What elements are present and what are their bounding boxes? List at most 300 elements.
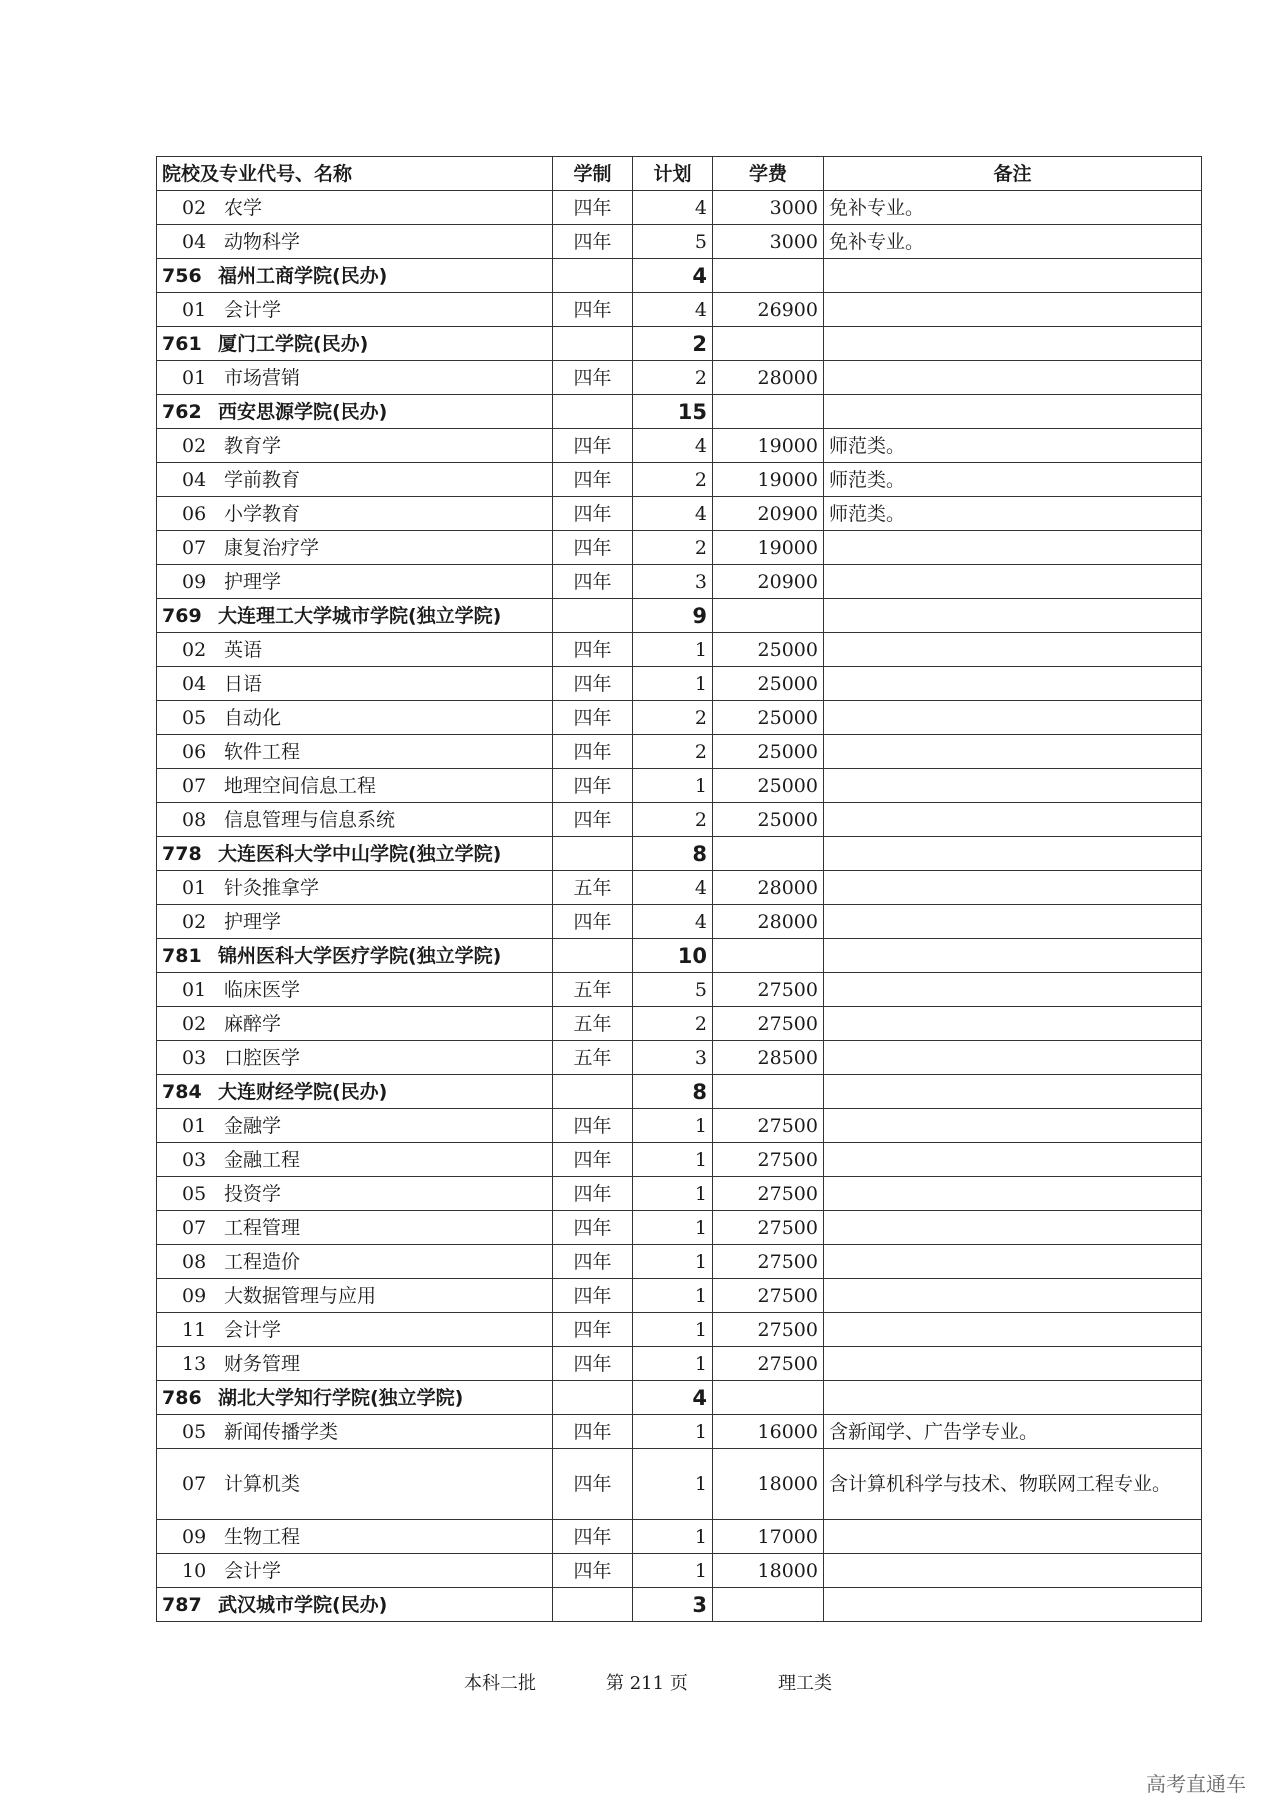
duration-cell: 四年 [553, 531, 633, 565]
major-code: 05 [182, 1420, 207, 1443]
major-code: 09 [182, 1525, 207, 1548]
note-cell [824, 531, 1202, 565]
major-name-cell [157, 191, 553, 225]
major-code: 01 [182, 978, 207, 1001]
tuition-cell [713, 1381, 824, 1415]
major-name: 新闻传播学类 [224, 1420, 339, 1443]
major-name-cell [157, 1245, 553, 1279]
note-cell [824, 1007, 1202, 1041]
major-code: 11 [182, 1318, 207, 1341]
school-name: 大连医科大学中山学院(独立学院) [218, 842, 502, 865]
header-note: 备注 [824, 157, 1202, 191]
major-name-cell [157, 1415, 553, 1449]
duration-cell: 五年 [553, 1007, 633, 1041]
footer-category: 理工类 [778, 1673, 832, 1694]
school-code: 781 [162, 944, 202, 967]
note-cell [824, 395, 1202, 429]
plan-cell: 1 [633, 769, 713, 803]
note-cell [824, 701, 1202, 735]
note-cell [824, 1313, 1202, 1347]
school-name: 厦门工学院(民办) [218, 332, 369, 355]
tuition-cell: 25000 [713, 803, 824, 837]
major-code: 01 [182, 366, 207, 389]
major-name: 市场营销 [224, 366, 301, 389]
tuition-cell: 27500 [713, 1143, 824, 1177]
major-name-cell [157, 565, 553, 599]
tuition-cell: 25000 [713, 701, 824, 735]
footer-page-prefix: 第 [606, 1673, 624, 1694]
plan-cell: 8 [633, 837, 713, 871]
plan-cell: 1 [633, 1245, 713, 1279]
plan-cell: 3 [633, 565, 713, 599]
major-name: 动物科学 [224, 230, 301, 253]
major-row [157, 1554, 1202, 1588]
plan-cell: 1 [633, 1520, 713, 1554]
school-row [157, 395, 1202, 429]
major-name: 康复治疗学 [224, 536, 320, 559]
major-name-cell [157, 803, 553, 837]
major-name: 投资学 [224, 1182, 282, 1205]
major-row [157, 429, 1202, 463]
school-name-cell [157, 259, 553, 293]
note-cell [824, 1041, 1202, 1075]
major-code: 02 [182, 196, 207, 219]
plan-cell: 1 [633, 1177, 713, 1211]
school-code: 787 [162, 1593, 202, 1616]
note-cell [824, 1381, 1202, 1415]
plan-cell: 4 [633, 1381, 713, 1415]
major-name-cell [157, 1109, 553, 1143]
major-row [157, 191, 1202, 225]
school-name-cell [157, 1381, 553, 1415]
plan-cell: 2 [633, 735, 713, 769]
footer-page-number [606, 1669, 688, 1695]
school-name-cell [157, 939, 553, 973]
school-code: 761 [162, 332, 202, 355]
major-code: 03 [182, 1046, 207, 1069]
major-name: 自动化 [224, 706, 282, 729]
major-code: 01 [182, 876, 207, 899]
plan-cell: 1 [633, 1415, 713, 1449]
major-code: 05 [182, 706, 207, 729]
major-row [157, 1313, 1202, 1347]
note-cell [824, 361, 1202, 395]
duration-cell [553, 1381, 633, 1415]
duration-cell: 四年 [553, 1415, 633, 1449]
note-cell [824, 1245, 1202, 1279]
major-name-cell [157, 1279, 553, 1313]
duration-cell: 四年 [553, 429, 633, 463]
duration-cell: 四年 [553, 1245, 633, 1279]
major-code: 07 [182, 1473, 207, 1495]
major-row [157, 1007, 1202, 1041]
tuition-cell: 20900 [713, 497, 824, 531]
major-row [157, 225, 1202, 259]
major-code: 07 [182, 774, 207, 797]
major-row [157, 1143, 1202, 1177]
duration-cell [553, 939, 633, 973]
tuition-cell: 18000 [713, 1449, 824, 1520]
note-cell [824, 1211, 1202, 1245]
tuition-cell: 25000 [713, 667, 824, 701]
school-code: 769 [162, 604, 202, 627]
note-cell: 含计算机科学与技术、物联网工程专业。 [824, 1449, 1202, 1520]
footer-page-suffix: 页 [669, 1673, 688, 1694]
plan-cell: 1 [633, 1211, 713, 1245]
duration-cell: 四年 [553, 905, 633, 939]
school-name: 武汉城市学院(民办) [218, 1593, 388, 1616]
major-name: 大数据管理与应用 [224, 1284, 377, 1307]
plan-cell: 4 [633, 429, 713, 463]
plan-cell: 10 [633, 939, 713, 973]
duration-cell: 四年 [553, 565, 633, 599]
plan-cell: 5 [633, 225, 713, 259]
note-cell [824, 1347, 1202, 1381]
major-row [157, 803, 1202, 837]
major-row [157, 973, 1202, 1007]
note-cell [824, 633, 1202, 667]
major-code: 05 [182, 1182, 207, 1205]
watermark: 高考直通车 [1146, 1772, 1246, 1796]
plan-cell: 3 [633, 1041, 713, 1075]
major-code: 02 [182, 910, 207, 933]
major-name: 英语 [224, 638, 263, 661]
major-name: 农学 [224, 196, 263, 219]
tuition-cell: 27500 [713, 1211, 824, 1245]
school-row [157, 1588, 1202, 1622]
tuition-cell [713, 1075, 824, 1109]
major-name: 信息管理与信息系统 [224, 808, 396, 831]
duration-cell: 四年 [553, 735, 633, 769]
plan-cell: 4 [633, 497, 713, 531]
note-cell [824, 259, 1202, 293]
note-cell [824, 973, 1202, 1007]
note-cell: 含新闻学、广告学专业。 [824, 1415, 1202, 1449]
plan-cell: 4 [633, 905, 713, 939]
major-name: 工程管理 [224, 1216, 301, 1239]
plan-cell: 2 [633, 531, 713, 565]
school-row [157, 599, 1202, 633]
plan-cell: 3 [633, 1588, 713, 1622]
major-name: 会计学 [224, 298, 282, 321]
table-body [157, 191, 1202, 1622]
major-name: 日语 [224, 672, 263, 695]
school-code: 784 [162, 1080, 202, 1103]
tuition-cell [713, 327, 824, 361]
duration-cell: 四年 [553, 293, 633, 327]
plan-cell: 1 [633, 1449, 713, 1520]
major-row [157, 463, 1202, 497]
major-row [157, 293, 1202, 327]
plan-cell: 1 [633, 1109, 713, 1143]
school-name-cell [157, 1075, 553, 1109]
duration-cell: 四年 [553, 1279, 633, 1313]
note-cell [824, 1075, 1202, 1109]
major-code: 01 [182, 1114, 207, 1137]
major-name: 软件工程 [224, 740, 301, 763]
header-plan: 计划 [633, 157, 713, 191]
school-name: 大连理工大学城市学院(独立学院) [218, 604, 502, 627]
tuition-cell [713, 259, 824, 293]
school-name-cell [157, 1588, 553, 1622]
note-cell [824, 1520, 1202, 1554]
tuition-cell: 3000 [713, 191, 824, 225]
tuition-cell: 28000 [713, 871, 824, 905]
major-code: 09 [182, 1284, 207, 1307]
school-name: 锦州医科大学医疗学院(独立学院) [218, 944, 502, 967]
note-cell: 免补专业。 [824, 225, 1202, 259]
major-name: 金融学 [224, 1114, 282, 1137]
duration-cell: 四年 [553, 701, 633, 735]
school-name: 湖北大学知行学院(独立学院) [218, 1386, 464, 1409]
major-name-cell [157, 1520, 553, 1554]
major-row [157, 769, 1202, 803]
major-code: 07 [182, 1216, 207, 1239]
tuition-cell: 3000 [713, 225, 824, 259]
plan-cell: 5 [633, 973, 713, 1007]
tuition-cell: 19000 [713, 463, 824, 497]
major-row [157, 1245, 1202, 1279]
plan-cell: 4 [633, 293, 713, 327]
major-name-cell [157, 1177, 553, 1211]
major-name: 学前教育 [224, 468, 301, 491]
tuition-cell: 27500 [713, 1177, 824, 1211]
footer-batch: 本科二批 [464, 1673, 536, 1694]
major-name-cell [157, 497, 553, 531]
plan-cell: 4 [633, 191, 713, 225]
major-row [157, 701, 1202, 735]
major-row [157, 633, 1202, 667]
major-row [157, 735, 1202, 769]
school-row [157, 1381, 1202, 1415]
plan-cell: 8 [633, 1075, 713, 1109]
major-row [157, 361, 1202, 395]
major-name: 生物工程 [224, 1525, 301, 1548]
school-name: 福州工商学院(民办) [218, 264, 388, 287]
note-cell [824, 1109, 1202, 1143]
plan-cell: 1 [633, 1313, 713, 1347]
plan-cell: 2 [633, 361, 713, 395]
note-cell: 师范类。 [824, 497, 1202, 531]
duration-cell: 四年 [553, 1347, 633, 1381]
tuition-cell [713, 939, 824, 973]
plan-cell: 1 [633, 633, 713, 667]
note-cell [824, 769, 1202, 803]
plan-cell: 1 [633, 667, 713, 701]
major-row [157, 1347, 1202, 1381]
tuition-cell: 19000 [713, 531, 824, 565]
plan-cell: 2 [633, 701, 713, 735]
plan-cell: 15 [633, 395, 713, 429]
tuition-cell: 28500 [713, 1041, 824, 1075]
tuition-cell: 27500 [713, 1347, 824, 1381]
plan-cell: 1 [633, 1347, 713, 1381]
duration-cell: 四年 [553, 1449, 633, 1520]
plan-cell: 1 [633, 1279, 713, 1313]
major-name-cell [157, 633, 553, 667]
major-name: 计算机类 [224, 1473, 301, 1495]
tuition-cell [713, 395, 824, 429]
plan-cell: 4 [633, 871, 713, 905]
plan-cell: 1 [633, 1143, 713, 1177]
duration-cell: 四年 [553, 1211, 633, 1245]
major-code: 06 [182, 502, 207, 525]
duration-cell: 五年 [553, 973, 633, 1007]
table-header-row [157, 157, 1202, 191]
major-row [157, 1520, 1202, 1554]
major-row [157, 497, 1202, 531]
tuition-cell: 19000 [713, 429, 824, 463]
school-name-cell [157, 837, 553, 871]
duration-cell: 四年 [553, 1313, 633, 1347]
note-cell [824, 837, 1202, 871]
major-code: 04 [182, 230, 207, 253]
duration-cell [553, 1588, 633, 1622]
note-cell [824, 803, 1202, 837]
note-cell [824, 1143, 1202, 1177]
major-name-cell [157, 531, 553, 565]
tuition-cell: 27500 [713, 1109, 824, 1143]
tuition-cell: 25000 [713, 735, 824, 769]
school-row [157, 1075, 1202, 1109]
note-cell [824, 871, 1202, 905]
plan-cell: 2 [633, 463, 713, 497]
duration-cell: 四年 [553, 803, 633, 837]
major-name: 会计学 [224, 1318, 282, 1341]
major-code: 09 [182, 570, 207, 593]
duration-cell [553, 395, 633, 429]
tuition-cell: 18000 [713, 1554, 824, 1588]
major-name-cell [157, 701, 553, 735]
major-code: 02 [182, 1012, 207, 1035]
major-row [157, 1041, 1202, 1075]
school-row [157, 259, 1202, 293]
school-code: 756 [162, 264, 202, 287]
duration-cell: 五年 [553, 871, 633, 905]
duration-cell: 四年 [553, 463, 633, 497]
note-cell [824, 599, 1202, 633]
major-name-cell [157, 1007, 553, 1041]
duration-cell: 四年 [553, 361, 633, 395]
major-code: 06 [182, 740, 207, 763]
tuition-cell: 25000 [713, 769, 824, 803]
plan-cell: 2 [633, 803, 713, 837]
major-name: 口腔医学 [224, 1046, 301, 1069]
major-name: 地理空间信息工程 [224, 774, 377, 797]
duration-cell: 四年 [553, 1520, 633, 1554]
major-row [157, 1279, 1202, 1313]
major-code: 07 [182, 536, 207, 559]
major-code: 13 [182, 1352, 207, 1375]
duration-cell: 四年 [553, 667, 633, 701]
plan-cell: 2 [633, 1007, 713, 1041]
major-name-cell [157, 1449, 553, 1520]
note-cell [824, 1588, 1202, 1622]
major-name-cell [157, 973, 553, 1007]
major-row [157, 871, 1202, 905]
duration-cell [553, 1075, 633, 1109]
tuition-cell: 27500 [713, 1279, 824, 1313]
school-row [157, 939, 1202, 973]
major-name: 会计学 [224, 1559, 282, 1582]
major-name-cell [157, 871, 553, 905]
school-code: 786 [162, 1386, 202, 1409]
duration-cell: 四年 [553, 1177, 633, 1211]
tuition-cell: 27500 [713, 1313, 824, 1347]
note-cell [824, 1554, 1202, 1588]
major-name-cell [157, 1554, 553, 1588]
major-code: 03 [182, 1148, 207, 1171]
major-name: 财务管理 [224, 1352, 301, 1375]
plan-cell: 9 [633, 599, 713, 633]
tuition-cell [713, 837, 824, 871]
major-name-cell [157, 1347, 553, 1381]
note-cell: 免补专业。 [824, 191, 1202, 225]
tuition-cell: 28000 [713, 905, 824, 939]
duration-cell: 四年 [553, 1109, 633, 1143]
plan-cell: 1 [633, 1554, 713, 1588]
major-name-cell [157, 769, 553, 803]
school-code: 778 [162, 842, 202, 865]
major-name-cell [157, 1211, 553, 1245]
note-cell [824, 565, 1202, 599]
school-row [157, 327, 1202, 361]
note-cell [824, 1177, 1202, 1211]
major-row [157, 1415, 1202, 1449]
duration-cell: 四年 [553, 633, 633, 667]
major-name-cell [157, 735, 553, 769]
major-row [157, 905, 1202, 939]
major-name-cell [157, 429, 553, 463]
major-code: 02 [182, 638, 207, 661]
duration-cell: 五年 [553, 1041, 633, 1075]
major-name: 护理学 [224, 910, 282, 933]
major-name-cell [157, 667, 553, 701]
school-name-cell [157, 395, 553, 429]
note-cell [824, 939, 1202, 973]
duration-cell: 四年 [553, 497, 633, 531]
major-code: 04 [182, 468, 207, 491]
major-code: 08 [182, 808, 207, 831]
note-cell [824, 1279, 1202, 1313]
major-row [157, 1449, 1202, 1520]
major-code: 04 [182, 672, 207, 695]
school-code: 762 [162, 400, 202, 423]
major-name-cell [157, 463, 553, 497]
school-name: 大连财经学院(民办) [218, 1080, 388, 1103]
major-row [157, 531, 1202, 565]
note-cell [824, 667, 1202, 701]
footer-page-value: 211 [629, 1673, 665, 1694]
duration-cell [553, 837, 633, 871]
note-cell: 师范类。 [824, 463, 1202, 497]
duration-cell [553, 327, 633, 361]
tuition-cell: 25000 [713, 633, 824, 667]
tuition-cell: 27500 [713, 1245, 824, 1279]
major-code: 01 [182, 298, 207, 321]
major-name-cell [157, 1041, 553, 1075]
major-name-cell [157, 905, 553, 939]
duration-cell [553, 259, 633, 293]
duration-cell: 四年 [553, 1143, 633, 1177]
tuition-cell: 17000 [713, 1520, 824, 1554]
tuition-cell [713, 599, 824, 633]
major-code: 10 [182, 1559, 207, 1582]
school-row [157, 837, 1202, 871]
duration-cell: 四年 [553, 769, 633, 803]
major-row [157, 1109, 1202, 1143]
tuition-cell [713, 1588, 824, 1622]
